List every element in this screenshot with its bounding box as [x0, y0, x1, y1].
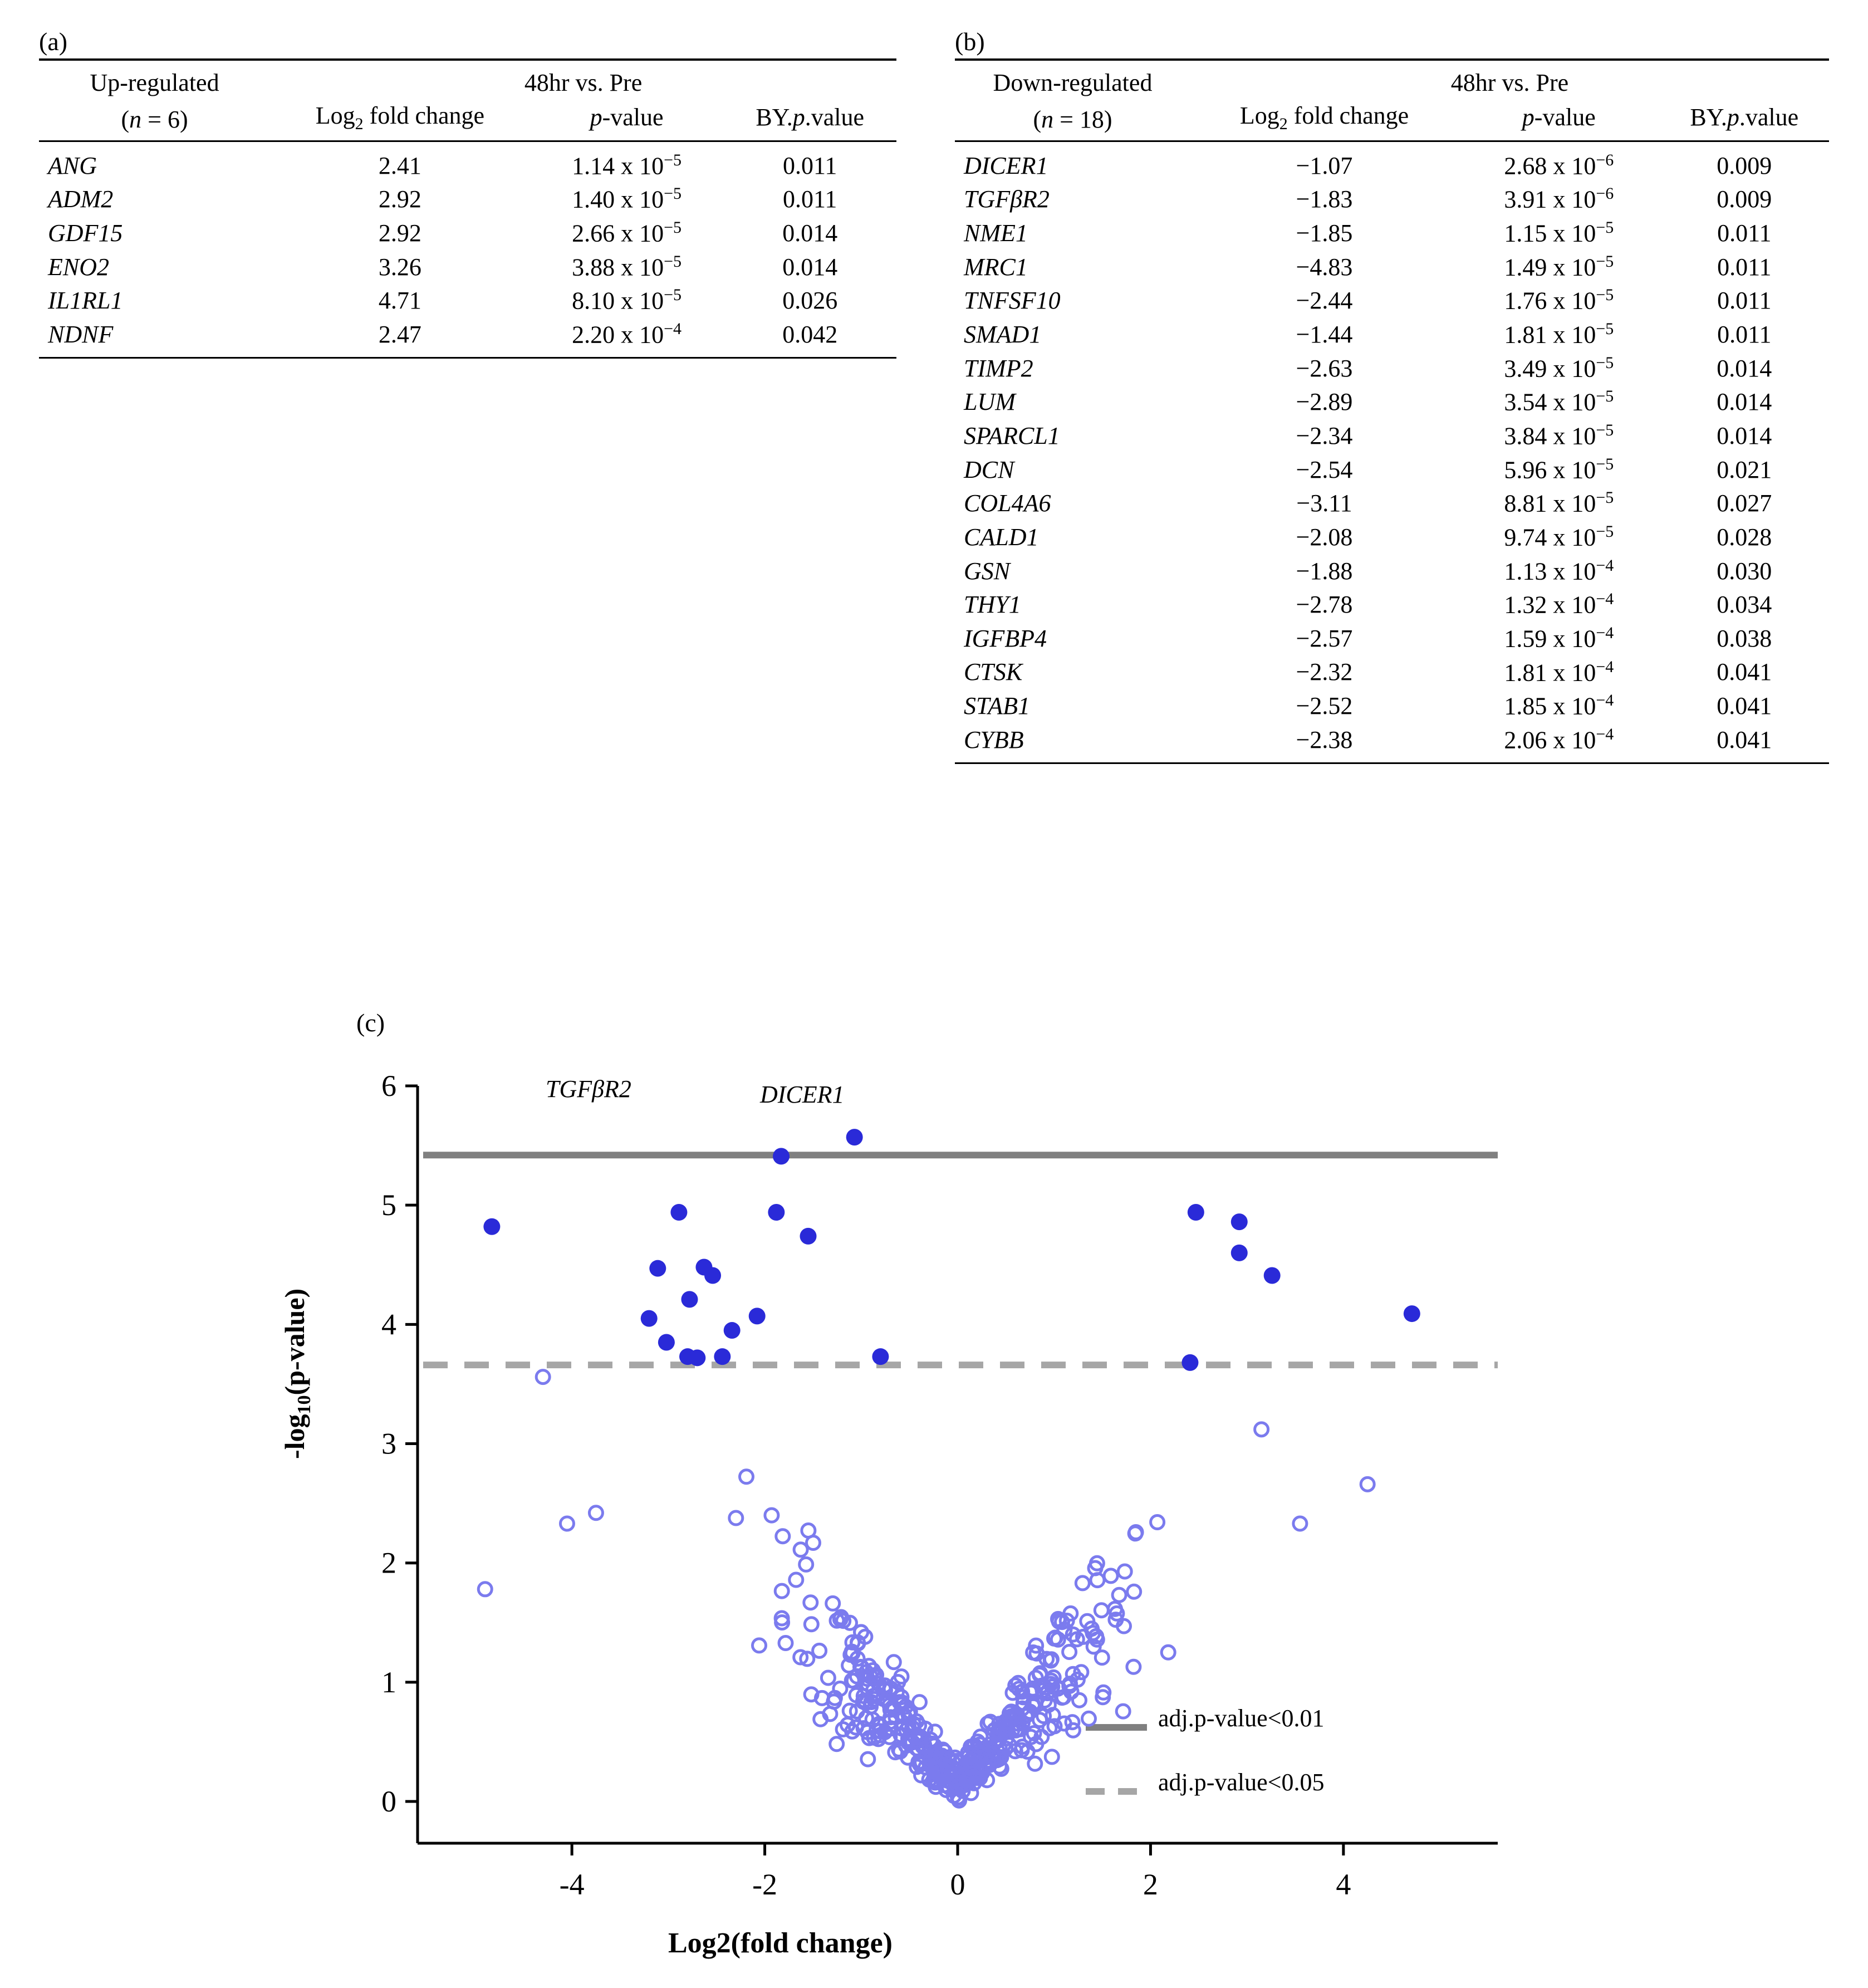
col-header-bypvalue: BY.p.value — [1660, 99, 1829, 141]
by-p-value: 0.009 — [1717, 185, 1772, 213]
gene-name: NDNF — [39, 317, 270, 358]
by-p-value: 0.011 — [783, 151, 837, 179]
table-row — [39, 317, 896, 358]
p-value: 1.81 x $10^{-5}$ — [1504, 320, 1614, 349]
table-row — [955, 317, 1829, 351]
by-p-value: 0.030 — [1717, 557, 1772, 585]
log2-fold-change: −1.44 — [1296, 320, 1353, 348]
gene-name: CYBB — [955, 723, 1190, 763]
by-p-value: 0.041 — [1660, 723, 1829, 763]
gene-name: CTSK — [964, 658, 1023, 686]
p-value: 1.14 x $10^{-5}$ — [572, 150, 682, 180]
col-header-pvalue: p-value — [530, 99, 724, 141]
table-subheader-row — [39, 99, 896, 141]
log2-fold-change: −2.89 — [1296, 388, 1353, 416]
p-value: 1.85 x $10^{-4}$ — [1504, 691, 1614, 720]
gene-name: IL1RL1 — [48, 287, 123, 315]
by-p-value: 0.021 — [1717, 456, 1772, 483]
table-row — [39, 283, 896, 317]
table-b-n — [955, 99, 1190, 141]
downregulated-table — [955, 58, 1829, 764]
log2-fold-change: −2.44 — [1296, 287, 1353, 315]
table-row — [955, 141, 1829, 182]
table-b-comparison — [1190, 60, 1829, 99]
by-p-value: 0.041 — [1717, 692, 1772, 720]
p-value: 1.81 x $10^{-4}$ — [1504, 657, 1614, 687]
by-p-value: 0.011 — [1717, 287, 1772, 315]
y-axis-title: $-\log_{10}(p-value)$ — [279, 1288, 315, 1459]
log2-fold-change: 3.26 — [378, 253, 421, 281]
gene-name: COL4A6 — [964, 489, 1051, 517]
log2-fold-change: −2.32 — [1296, 658, 1353, 686]
table-row — [955, 283, 1829, 317]
table-a-n — [39, 99, 270, 141]
log2-fold-change: −4.83 — [1296, 253, 1353, 281]
gene-name: STAB1 — [964, 692, 1030, 720]
col-header-bypvalue: BY.p.value — [723, 99, 896, 141]
p-value: 1.59 x $10^{-4}$ — [1504, 623, 1614, 653]
by-p-value: 0.014 — [1717, 422, 1772, 449]
by-p-value: 0.009 — [1717, 151, 1772, 179]
panel-label-a: (a) — [39, 27, 68, 56]
by-p-value: 0.014 — [782, 253, 838, 281]
by-p-value: 0.011 — [1717, 253, 1772, 281]
table-row — [955, 250, 1829, 284]
p-value: 3.88 x $10^{-5}$ — [572, 252, 682, 281]
n-symbol: n — [1041, 105, 1054, 133]
p-value: 3.84 x $10^{-5}$ — [1504, 421, 1614, 450]
table-row — [955, 486, 1829, 520]
x-tick-label: 4 — [1336, 1868, 1351, 1901]
x-tick-label: 0 — [950, 1868, 965, 1901]
p-value: 3.54 x $10^{-5}$ — [1504, 387, 1614, 417]
gene-name: CALD1 — [964, 523, 1039, 551]
log2-fold-change: −2.78 — [1296, 591, 1353, 619]
gene-name: ENO2 — [48, 253, 109, 281]
p-value: 8.10 x $10^{-5}$ — [572, 286, 682, 315]
significant-points — [483, 1129, 1420, 1371]
log2-fold-change: −2.08 — [1296, 523, 1353, 551]
table-a-title-text: Up-regulated — [90, 69, 219, 96]
log2-fold-change: −2.63 — [1296, 354, 1353, 382]
table-row — [955, 723, 1829, 763]
nonsignificant-points — [478, 1370, 1374, 1808]
y-tick-label: 5 — [381, 1188, 396, 1222]
x-tick-label: -2 — [752, 1868, 778, 1901]
gene-name: IGFBP4 — [964, 624, 1047, 652]
table-row — [955, 216, 1829, 250]
by-p-value: 0.034 — [1717, 591, 1772, 619]
table-row — [955, 453, 1829, 487]
p-value: 3.91 x $10^{-6}$ — [1504, 184, 1614, 214]
table-row — [955, 419, 1829, 453]
gene-name: NME1 — [964, 219, 1028, 247]
p-value: 1.49 x $10^{-5}$ — [1504, 252, 1614, 281]
col-header-log2fc: Log$_2$ fold change — [270, 99, 530, 141]
panel-label-b: (b) — [955, 27, 985, 56]
p-value: 1.76 x $10^{-5}$ — [1504, 286, 1614, 315]
p-value: 3.49 x $10^{-5}$ — [1504, 353, 1614, 383]
gene-name: GSN — [964, 557, 1011, 585]
log2-fold-change: −2.34 — [1296, 422, 1353, 449]
n-open: ( — [1033, 105, 1042, 133]
table-row — [955, 587, 1829, 621]
table-row — [955, 554, 1829, 588]
table-row — [955, 689, 1829, 723]
gene-name: GDF15 — [48, 219, 123, 247]
p-value: 1.15 x $10^{-5}$ — [1504, 218, 1614, 247]
y-tick-label: 3 — [381, 1427, 396, 1461]
log2-fold-change: −1.85 — [1296, 219, 1353, 247]
gene-name: SMAD1 — [964, 320, 1042, 348]
table-row — [955, 351, 1829, 385]
p-value: 1.13 x $10^{-4}$ — [1504, 556, 1614, 585]
upregulated-table — [39, 58, 896, 359]
annotation-dicer1: DICER1 — [760, 1081, 845, 1108]
col-header-pvalue: p-value — [1458, 99, 1660, 141]
log2-fold-change: −1.83 — [1296, 185, 1353, 213]
p-value: 2.66 x $10^{-5}$ — [572, 218, 682, 247]
legend-label-001: adj.p-value<0.01 — [1158, 1705, 1325, 1732]
log2-fold-change: −2.54 — [1296, 456, 1353, 483]
gene-name: TIMP2 — [964, 354, 1033, 382]
p-value: 2.06 x $10^{-4}$ — [1458, 723, 1660, 763]
by-p-value: 0.038 — [1717, 624, 1772, 652]
x-tick-label: 2 — [1143, 1868, 1158, 1901]
table-a-body — [39, 141, 896, 358]
table-row — [39, 250, 896, 284]
by-p-value: 0.014 — [782, 219, 838, 247]
by-p-value: 0.041 — [1717, 658, 1772, 686]
table-header-row — [39, 60, 896, 99]
n-open: ( — [121, 105, 130, 133]
volcano-plot — [279, 1069, 1537, 1971]
by-p-value: 0.011 — [783, 185, 837, 213]
table-b-title-text: Down-regulated — [993, 69, 1153, 96]
log2-fold-change: 2.92 — [378, 219, 421, 247]
p-value: 9.74 x $10^{-5}$ — [1504, 522, 1614, 551]
by-p-value: 0.011 — [1717, 219, 1772, 247]
table-subheader-row — [955, 99, 1829, 141]
gene-name: DCN — [964, 456, 1014, 483]
table-row — [955, 655, 1829, 689]
legend-label-005: adj.p-value<0.05 — [1158, 1769, 1325, 1796]
table-a-comparison — [270, 60, 896, 99]
y-tick-label: 4 — [381, 1308, 396, 1341]
table-b-body — [955, 141, 1829, 763]
gene-name: DICER1 — [964, 151, 1048, 179]
table-row — [955, 520, 1829, 554]
by-p-value: 0.026 — [782, 287, 838, 315]
table-row — [955, 621, 1829, 655]
p-value: 8.81 x $10^{-5}$ — [1504, 488, 1614, 518]
volcano-plot-svg — [312, 1069, 1537, 1971]
gene-name: LUM — [964, 388, 1016, 416]
log2-fold-change: 2.41 — [378, 151, 421, 179]
p-value: 2.20 x $10^{-4}$ — [530, 317, 724, 358]
gene-name: TGFβR2 — [964, 185, 1050, 213]
log2-fold-change: −1.88 — [1296, 557, 1353, 585]
log2-fold-change: −2.38 — [1190, 723, 1458, 763]
by-p-value: 0.014 — [1717, 354, 1772, 382]
y-tick-label: 2 — [381, 1546, 396, 1580]
n-close: = 18) — [1053, 105, 1112, 133]
log2-fold-change: 4.71 — [378, 287, 421, 315]
table-row — [39, 141, 896, 182]
gene-name: ANG — [48, 151, 97, 179]
y-tick-label: 6 — [381, 1069, 396, 1103]
n-close: = 6) — [141, 105, 188, 133]
log2-fold-change: −2.57 — [1296, 624, 1353, 652]
p-value: 1.40 x $10^{-5}$ — [572, 184, 682, 214]
log2-fold-change: −3.11 — [1296, 489, 1352, 517]
y-tick-label: 0 — [381, 1785, 396, 1819]
gene-name: THY1 — [964, 591, 1021, 619]
col-header-log2fc: Log$_2$ fold change — [1190, 99, 1458, 141]
table-row — [39, 182, 896, 216]
gene-name: TNFSF10 — [964, 287, 1061, 315]
x-axis-title: Log2(fold change) — [668, 1927, 893, 1959]
n-symbol: n — [129, 105, 142, 133]
log2-fold-change: 2.92 — [378, 185, 421, 213]
by-p-value: 0.028 — [1717, 523, 1772, 551]
gene-name: MRC1 — [964, 253, 1028, 281]
p-value: 1.32 x $10^{-4}$ — [1504, 590, 1614, 619]
table-b-title — [955, 60, 1190, 99]
by-p-value: 0.014 — [1717, 388, 1772, 416]
table-b-comparison-text: 48hr vs. Pre — [1450, 69, 1569, 96]
by-p-value: 0.011 — [1717, 320, 1772, 348]
by-p-value: 0.042 — [723, 317, 896, 358]
table-a-title — [39, 60, 270, 99]
gene-name: SPARCL1 — [964, 422, 1060, 449]
annotation-tgfbr2: TGFβR2 — [546, 1075, 631, 1103]
panel-label-c: (c) — [356, 1008, 385, 1037]
by-p-value: 0.027 — [1717, 489, 1772, 517]
table-a-comparison-text: 48hr vs. Pre — [524, 69, 643, 96]
gene-name: ADM2 — [48, 185, 114, 213]
table-row — [39, 216, 896, 250]
p-value: 2.68 x $10^{-6}$ — [1504, 150, 1614, 180]
y-tick-label: 1 — [381, 1665, 396, 1699]
p-value: 5.96 x $10^{-5}$ — [1504, 454, 1614, 484]
table-row — [955, 385, 1829, 419]
log2-fold-change: −2.52 — [1296, 692, 1353, 720]
log2-fold-change: −1.07 — [1296, 151, 1353, 179]
table-header-row — [955, 60, 1829, 99]
x-tick-label: -4 — [559, 1868, 585, 1901]
table-row — [955, 182, 1829, 216]
log2-fold-change: 2.47 — [270, 317, 530, 358]
